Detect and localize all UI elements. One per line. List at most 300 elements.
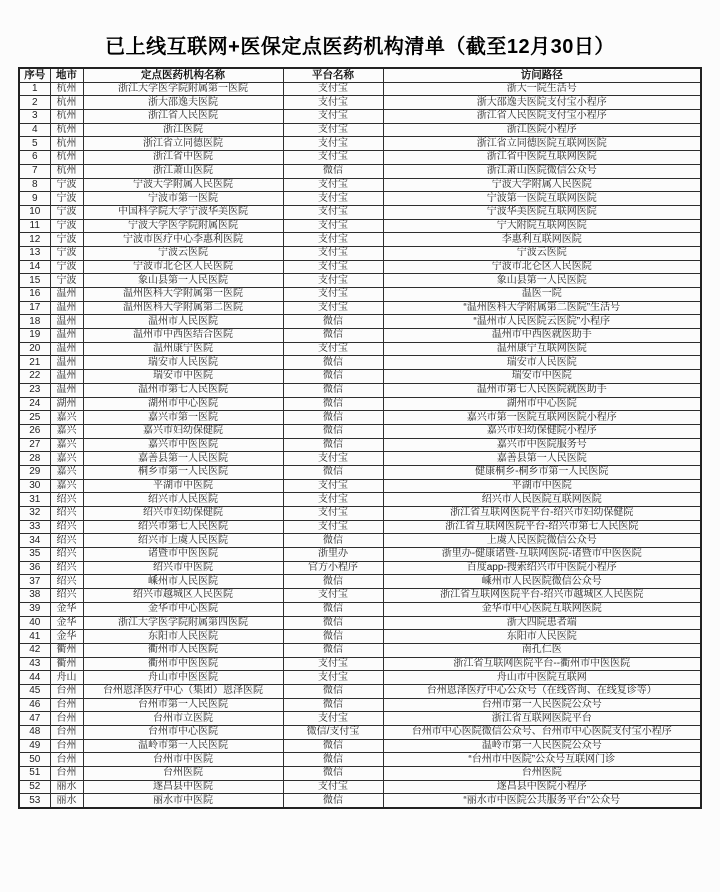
- table-row: [19, 288, 701, 302]
- header-access-path: 访问路径: [383, 68, 701, 82]
- cell-institution: 衢州市人民医院: [83, 643, 283, 657]
- cell-institution: 温州市人民医院: [83, 315, 283, 329]
- cell-city: 温州: [50, 329, 83, 343]
- table-row: [19, 205, 701, 219]
- cell-platform: 支付宝: [283, 274, 383, 288]
- cell-city: 宁波: [50, 178, 83, 192]
- cell-institution: 绍兴市第七人民医院: [83, 520, 283, 534]
- cell-platform: 支付宝: [283, 233, 383, 247]
- cell-institution: 温州医科大学附属第一医院: [83, 288, 283, 302]
- cell-index: 17: [19, 301, 50, 315]
- cell-access-path: 东阳市人民医院: [383, 630, 701, 644]
- cell-institution: 东阳市人民医院: [83, 630, 283, 644]
- cell-access-path: 象山县第一人民医院: [383, 274, 701, 288]
- header-platform: 平台名称: [283, 68, 383, 82]
- table-row: [19, 671, 701, 685]
- table-row: [19, 315, 701, 329]
- cell-platform: 支付宝: [283, 342, 383, 356]
- cell-access-path: “丽水市中医院公共服务平台”公众号: [383, 794, 701, 808]
- cell-city: 宁波: [50, 233, 83, 247]
- table-row: [19, 493, 701, 507]
- table-row: [19, 110, 701, 124]
- table-row: [19, 246, 701, 260]
- table-row: [19, 164, 701, 178]
- cell-institution: 台州市中医院: [83, 753, 283, 767]
- cell-access-path: 台州医院: [383, 767, 701, 781]
- cell-institution: 舟山市中医医院: [83, 671, 283, 685]
- cell-index: 52: [19, 780, 50, 794]
- table-row: [19, 739, 701, 753]
- cell-access-path: 温州市第七人民医院就医助手: [383, 383, 701, 397]
- cell-city: 绍兴: [50, 520, 83, 534]
- table-row: [19, 438, 701, 452]
- cell-platform: 支付宝: [283, 589, 383, 603]
- cell-institution: 浙江大学医学院附属第一医院: [83, 82, 283, 96]
- cell-platform: 支付宝: [283, 246, 383, 260]
- cell-index: 40: [19, 616, 50, 630]
- cell-institution: 绍兴市中医院: [83, 561, 283, 575]
- cell-institution: 嘉兴市第一医院: [83, 411, 283, 425]
- cell-platform: 微信: [283, 370, 383, 384]
- cell-institution: 宁波大学医学院附属医院: [83, 219, 283, 233]
- cell-platform: 支付宝: [283, 82, 383, 96]
- cell-index: 20: [19, 342, 50, 356]
- table-row: [19, 534, 701, 548]
- cell-index: 21: [19, 356, 50, 370]
- table-row: [19, 411, 701, 425]
- cell-platform: 支付宝: [283, 712, 383, 726]
- cell-access-path: 台州市中心医院微信公众号、台州市中心医院支付宝小程序: [383, 726, 701, 740]
- cell-index: 22: [19, 370, 50, 384]
- table-row: [19, 726, 701, 740]
- table-row: [19, 370, 701, 384]
- table-row: [19, 589, 701, 603]
- cell-access-path: 瑞安市人民医院: [383, 356, 701, 370]
- cell-access-path: 上虞人民医院微信公众号: [383, 534, 701, 548]
- table-row: [19, 712, 701, 726]
- table-row: [19, 698, 701, 712]
- cell-index: 24: [19, 397, 50, 411]
- cell-institution: 中国科学院大学宁波华美医院: [83, 205, 283, 219]
- cell-platform: 支付宝: [283, 288, 383, 302]
- table-row: [19, 123, 701, 137]
- cell-city: 温州: [50, 315, 83, 329]
- cell-platform: 微信: [283, 534, 383, 548]
- cell-platform: 支付宝: [283, 205, 383, 219]
- cell-index: 18: [19, 315, 50, 329]
- cell-platform: 微信: [283, 383, 383, 397]
- table-row: [19, 424, 701, 438]
- cell-index: 5: [19, 137, 50, 151]
- cell-index: 23: [19, 383, 50, 397]
- cell-city: 杭州: [50, 110, 83, 124]
- table-row: [19, 383, 701, 397]
- cell-institution: 台州恩泽医疗中心（集团）恩泽医院: [83, 684, 283, 698]
- cell-institution: 浙江省立同德医院: [83, 137, 283, 151]
- cell-platform: 支付宝: [283, 493, 383, 507]
- table-row: [19, 192, 701, 206]
- cell-city: 温州: [50, 301, 83, 315]
- cell-city: 台州: [50, 753, 83, 767]
- cell-index: 13: [19, 246, 50, 260]
- cell-access-path: 宁波市北仑区人民医院: [383, 260, 701, 274]
- cell-index: 28: [19, 452, 50, 466]
- cell-platform: 微信: [283, 794, 383, 808]
- cell-index: 41: [19, 630, 50, 644]
- cell-city: 宁波: [50, 192, 83, 206]
- cell-access-path: 嘉善县第一人民医院: [383, 452, 701, 466]
- cell-city: 绍兴: [50, 561, 83, 575]
- cell-index: 32: [19, 507, 50, 521]
- cell-city: 绍兴: [50, 507, 83, 521]
- cell-platform: 微信: [283, 329, 383, 343]
- table-row: [19, 794, 701, 808]
- table-row: [19, 561, 701, 575]
- cell-index: 37: [19, 575, 50, 589]
- table-row: [19, 233, 701, 247]
- cell-city: 温州: [50, 288, 83, 302]
- cell-city: 嘉兴: [50, 452, 83, 466]
- cell-platform: 支付宝: [283, 192, 383, 206]
- cell-city: 丽水: [50, 780, 83, 794]
- cell-index: 27: [19, 438, 50, 452]
- table-row: [19, 465, 701, 479]
- cell-index: 29: [19, 465, 50, 479]
- cell-index: 19: [19, 329, 50, 343]
- cell-city: 绍兴: [50, 548, 83, 562]
- table-row: [19, 356, 701, 370]
- cell-institution: 宁波市北仑区人民医院: [83, 260, 283, 274]
- cell-index: 48: [19, 726, 50, 740]
- cell-platform: 支付宝: [283, 479, 383, 493]
- cell-platform: 微信: [283, 575, 383, 589]
- cell-access-path: 浙里办-健康诸暨-互联网医院-诸暨市中医医院: [383, 548, 701, 562]
- cell-access-path: 温州市中西医就医助手: [383, 329, 701, 343]
- table-row: [19, 274, 701, 288]
- cell-access-path: “温州医科大学附属第二医院”生活号: [383, 301, 701, 315]
- table-row: [19, 178, 701, 192]
- cell-city: 舟山: [50, 671, 83, 685]
- cell-institution: 衢州市中医医院: [83, 657, 283, 671]
- cell-platform: 微信: [283, 643, 383, 657]
- cell-index: 14: [19, 260, 50, 274]
- cell-city: 杭州: [50, 137, 83, 151]
- cell-platform: 支付宝: [283, 137, 383, 151]
- cell-index: 6: [19, 151, 50, 165]
- cell-access-path: 浙大邵逸夫医院支付宝小程序: [383, 96, 701, 110]
- cell-access-path: 嘉兴市中医院服务号: [383, 438, 701, 452]
- cell-institution: 宁波市第一医院: [83, 192, 283, 206]
- cell-city: 嘉兴: [50, 438, 83, 452]
- cell-city: 宁波: [50, 274, 83, 288]
- cell-city: 丽水: [50, 794, 83, 808]
- cell-city: 宁波: [50, 246, 83, 260]
- cell-index: 12: [19, 233, 50, 247]
- cell-access-path: 宁波云医院: [383, 246, 701, 260]
- table-row: [19, 260, 701, 274]
- cell-institution: 宁波大学附属人民医院: [83, 178, 283, 192]
- cell-index: 16: [19, 288, 50, 302]
- cell-access-path: 浙大四院患者端: [383, 616, 701, 630]
- cell-platform: 微信: [283, 753, 383, 767]
- cell-index: 47: [19, 712, 50, 726]
- cell-city: 杭州: [50, 82, 83, 96]
- cell-index: 10: [19, 205, 50, 219]
- table-row: [19, 753, 701, 767]
- cell-access-path: 浙江省互联网医院平台-绍兴市妇幼保健院: [383, 507, 701, 521]
- cell-platform: 支付宝: [283, 780, 383, 794]
- cell-access-path: 浙江省互联网医院平台-绍兴市第七人民医院: [383, 520, 701, 534]
- cell-institution: 湖州市中心医院: [83, 397, 283, 411]
- cell-platform: 微信: [283, 411, 383, 425]
- cell-institution: 温州医科大学附属第二医院: [83, 301, 283, 315]
- cell-institution: 台州市立医院: [83, 712, 283, 726]
- cell-institution: 宁波市医疗中心李惠利医院: [83, 233, 283, 247]
- cell-city: 宁波: [50, 205, 83, 219]
- cell-access-path: 舟山市中医院互联网: [383, 671, 701, 685]
- table-row: [19, 329, 701, 343]
- cell-city: 绍兴: [50, 493, 83, 507]
- cell-index: 50: [19, 753, 50, 767]
- table-header-row: [19, 68, 701, 82]
- table-row: [19, 342, 701, 356]
- cell-access-path: 嘉兴市妇幼保健院小程序: [383, 424, 701, 438]
- table-row: [19, 575, 701, 589]
- cell-index: 36: [19, 561, 50, 575]
- table-row: [19, 657, 701, 671]
- cell-platform: 支付宝: [283, 520, 383, 534]
- cell-city: 台州: [50, 684, 83, 698]
- cell-city: 台州: [50, 726, 83, 740]
- cell-institution: 平湖市中医院: [83, 479, 283, 493]
- cell-platform: 支付宝: [283, 96, 383, 110]
- cell-institution: 绍兴市越城区人民医院: [83, 589, 283, 603]
- cell-index: 9: [19, 192, 50, 206]
- table-row: [19, 630, 701, 644]
- cell-institution: 浙江省人民医院: [83, 110, 283, 124]
- cell-index: 51: [19, 767, 50, 781]
- cell-city: 杭州: [50, 164, 83, 178]
- cell-institution: 台州市中心医院: [83, 726, 283, 740]
- table-row: [19, 684, 701, 698]
- cell-institution: 瑞安市中医院: [83, 370, 283, 384]
- table-row: [19, 151, 701, 165]
- cell-city: 嘉兴: [50, 424, 83, 438]
- cell-platform: 微信: [283, 397, 383, 411]
- cell-access-path: 绍兴市人民医院互联网医院: [383, 493, 701, 507]
- cell-index: 44: [19, 671, 50, 685]
- cell-index: 2: [19, 96, 50, 110]
- table-row: [19, 767, 701, 781]
- cell-institution: 浙江医院: [83, 123, 283, 137]
- cell-access-path: 浙江省互联网医院平台: [383, 712, 701, 726]
- cell-access-path: “台州市中医院”公众号互联网门诊: [383, 753, 701, 767]
- cell-platform: 微信: [283, 767, 383, 781]
- cell-index: 3: [19, 110, 50, 124]
- cell-institution: 台州市第一人民医院: [83, 698, 283, 712]
- cell-institution: 浙大邵逸夫医院: [83, 96, 283, 110]
- cell-access-path: 宁波华美医院互联网医院: [383, 205, 701, 219]
- cell-city: 温州: [50, 370, 83, 384]
- cell-platform: 浙里办: [283, 548, 383, 562]
- table-row: [19, 520, 701, 534]
- cell-index: 4: [19, 123, 50, 137]
- cell-platform: 微信: [283, 739, 383, 753]
- cell-index: 30: [19, 479, 50, 493]
- cell-access-path: 健康桐乡-桐乡市第一人民医院: [383, 465, 701, 479]
- cell-access-path: 南孔仁医: [383, 643, 701, 657]
- cell-platform: 支付宝: [283, 260, 383, 274]
- table-row: [19, 219, 701, 233]
- cell-access-path: 浙江省中医院互联网医院: [383, 151, 701, 165]
- institutions-table: [18, 67, 702, 809]
- cell-access-path: 宁波第一医院互联网医院: [383, 192, 701, 206]
- cell-institution: 绍兴市妇幼保健院: [83, 507, 283, 521]
- cell-platform: 支付宝: [283, 452, 383, 466]
- cell-access-path: 温岭市第一人民医院公众号: [383, 739, 701, 753]
- cell-institution: 浙江大学医学院附属第四医院: [83, 616, 283, 630]
- cell-index: 33: [19, 520, 50, 534]
- cell-access-path: 浙江省立同德医院互联网医院: [383, 137, 701, 151]
- cell-index: 38: [19, 589, 50, 603]
- cell-access-path: 温州康宁互联网医院: [383, 342, 701, 356]
- cell-platform: 微信: [283, 602, 383, 616]
- cell-institution: 宁波云医院: [83, 246, 283, 260]
- cell-institution: 象山县第一人民医院: [83, 274, 283, 288]
- cell-city: 嘉兴: [50, 411, 83, 425]
- cell-index: 46: [19, 698, 50, 712]
- table-row: [19, 602, 701, 616]
- cell-institution: 台州医院: [83, 767, 283, 781]
- cell-index: 35: [19, 548, 50, 562]
- cell-access-path: 台州市第一人民医院公众号: [383, 698, 701, 712]
- cell-index: 25: [19, 411, 50, 425]
- cell-access-path: 浙江省人民医院支付宝小程序: [383, 110, 701, 124]
- table-row: [19, 82, 701, 96]
- cell-city: 台州: [50, 739, 83, 753]
- cell-city: 嘉兴: [50, 465, 83, 479]
- cell-city: 台州: [50, 767, 83, 781]
- cell-city: 温州: [50, 342, 83, 356]
- cell-city: 杭州: [50, 96, 83, 110]
- cell-platform: 官方小程序: [283, 561, 383, 575]
- cell-platform: 支付宝: [283, 507, 383, 521]
- header-index: 序号: [19, 68, 50, 82]
- cell-platform: 微信: [283, 315, 383, 329]
- cell-institution: 温岭市第一人民医院: [83, 739, 283, 753]
- cell-institution: 金华市中心医院: [83, 602, 283, 616]
- cell-city: 台州: [50, 712, 83, 726]
- cell-access-path: 浙江省互联网医院平台-绍兴市越城区人民医院: [383, 589, 701, 603]
- cell-access-path: 瑞安市中医院: [383, 370, 701, 384]
- cell-institution: 诸暨市中医医院: [83, 548, 283, 562]
- cell-institution: 绍兴市人民医院: [83, 493, 283, 507]
- cell-institution: 嵊州市人民医院: [83, 575, 283, 589]
- cell-access-path: 台州恩泽医疗中心公众号（在线咨询、在线复诊等）: [383, 684, 701, 698]
- cell-index: 1: [19, 82, 50, 96]
- cell-access-path: 浙江省互联网医院平台--衢州市中医医院: [383, 657, 701, 671]
- cell-access-path: 湖州市中心医院: [383, 397, 701, 411]
- cell-city: 温州: [50, 356, 83, 370]
- table-row: [19, 780, 701, 794]
- cell-platform: 微信: [283, 465, 383, 479]
- cell-platform: 支付宝: [283, 219, 383, 233]
- table-row: [19, 616, 701, 630]
- cell-institution: 嘉兴市中医医院: [83, 438, 283, 452]
- cell-city: 杭州: [50, 123, 83, 137]
- page-title: 已上线互联网+医保定点医药机构清单（截至12月30日）: [105, 36, 615, 58]
- table-row: [19, 301, 701, 315]
- header-institution: 定点医药机构名称: [83, 68, 283, 82]
- cell-index: 34: [19, 534, 50, 548]
- cell-city: 嘉兴: [50, 479, 83, 493]
- cell-access-path: 金华市中心医院互联网医院: [383, 602, 701, 616]
- cell-institution: 温州康宁医院: [83, 342, 283, 356]
- cell-platform: 微信: [283, 356, 383, 370]
- cell-institution: 浙江萧山医院: [83, 164, 283, 178]
- cell-access-path: 嵊州市人民医院微信公众号: [383, 575, 701, 589]
- cell-city: 金华: [50, 616, 83, 630]
- cell-city: 杭州: [50, 151, 83, 165]
- table-row: [19, 507, 701, 521]
- cell-city: 宁波: [50, 260, 83, 274]
- cell-access-path: 嘉兴市第一医院互联网医院小程序: [383, 411, 701, 425]
- table-row: [19, 452, 701, 466]
- header-city: 地市: [50, 68, 83, 82]
- cell-access-path: 浙江萧山医院微信公众号: [383, 164, 701, 178]
- cell-index: 7: [19, 164, 50, 178]
- cell-institution: 浙江省中医院: [83, 151, 283, 165]
- cell-access-path: 宁大附院互联网医院: [383, 219, 701, 233]
- cell-index: 8: [19, 178, 50, 192]
- cell-access-path: 浙江医院小程序: [383, 123, 701, 137]
- table-row: [19, 96, 701, 110]
- cell-city: 金华: [50, 630, 83, 644]
- cell-index: 39: [19, 602, 50, 616]
- cell-index: 15: [19, 274, 50, 288]
- cell-city: 衢州: [50, 657, 83, 671]
- table-row: [19, 397, 701, 411]
- cell-access-path: 浙大一院生活号: [383, 82, 701, 96]
- cell-index: 26: [19, 424, 50, 438]
- cell-city: 台州: [50, 698, 83, 712]
- cell-city: 绍兴: [50, 589, 83, 603]
- cell-access-path: 温医一院: [383, 288, 701, 302]
- cell-index: 53: [19, 794, 50, 808]
- cell-platform: 微信: [283, 424, 383, 438]
- table-body: [19, 82, 701, 808]
- cell-platform: 微信: [283, 684, 383, 698]
- cell-city: 温州: [50, 383, 83, 397]
- cell-institution: 遂昌县中医院: [83, 780, 283, 794]
- cell-index: 45: [19, 684, 50, 698]
- cell-access-path: 李惠利互联网医院: [383, 233, 701, 247]
- cell-institution: 桐乡市第一人民医院: [83, 465, 283, 479]
- cell-platform: 支付宝: [283, 110, 383, 124]
- cell-city: 绍兴: [50, 575, 83, 589]
- cell-platform: 支付宝: [283, 671, 383, 685]
- cell-index: 49: [19, 739, 50, 753]
- cell-platform: 微信: [283, 164, 383, 178]
- table-row: [19, 643, 701, 657]
- cell-platform: 支付宝: [283, 178, 383, 192]
- cell-city: 宁波: [50, 219, 83, 233]
- cell-institution: 嘉兴市妇幼保健院: [83, 424, 283, 438]
- cell-city: 湖州: [50, 397, 83, 411]
- cell-index: 43: [19, 657, 50, 671]
- cell-institution: 温州市中西医结合医院: [83, 329, 283, 343]
- cell-city: 衢州: [50, 643, 83, 657]
